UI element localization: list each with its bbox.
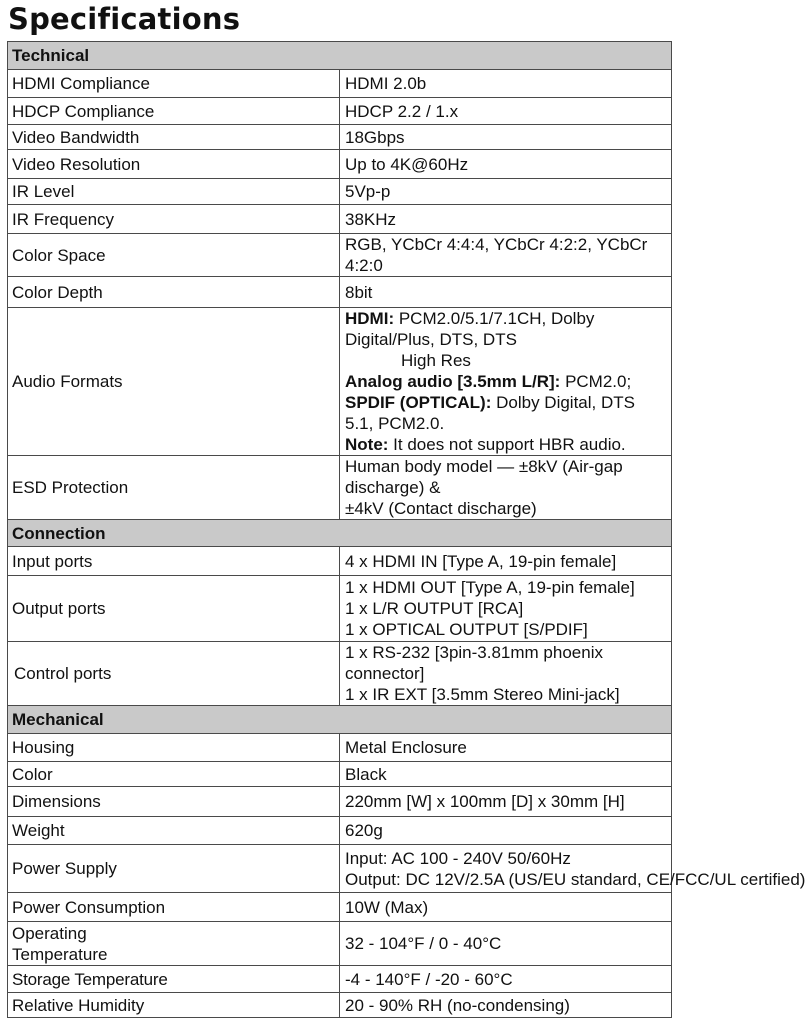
specifications-table — [7, 41, 805, 1018]
audio-format-label: HDMI: — [345, 309, 395, 328]
spec-value: RGB, YCbCr 4:4:4, YCbCr 4:2:2, YCbCr 4:2:0 — [340, 234, 672, 277]
spec-value: Up to 4K@60Hz — [340, 150, 672, 179]
spec-label: HDCP Compliance — [8, 98, 340, 125]
spec-value-line: 1 x RS-232 [3pin-3.81mm phoenix connector] — [345, 643, 603, 683]
spec-value-line: 1 x IR EXT [3.5mm Stereo Mini-jack] — [345, 685, 620, 704]
audio-format-hdmi — [345, 308, 666, 350]
page-title: Specifications — [8, 2, 241, 36]
audio-format-spdif — [345, 392, 666, 434]
spec-value-line: Input: AC 100 - 240V 50/60Hz — [345, 848, 571, 868]
spec-value-audio-formats — [340, 308, 672, 456]
section-header-technical — [8, 42, 672, 70]
section-title: Connection — [8, 520, 672, 547]
spec-row-operating-temperature — [8, 922, 672, 966]
spec-row-storage-temperature — [8, 966, 672, 993]
audio-format-hdmi-continued: High Res — [401, 351, 471, 370]
spec-label: Video Bandwidth — [8, 125, 340, 150]
spec-value-line: 1 x L/R OUTPUT [RCA] — [345, 599, 524, 618]
spec-row-control-ports — [8, 642, 672, 706]
spec-row-color-depth — [8, 277, 672, 308]
spec-label: Storage Temperature — [8, 966, 340, 993]
spec-value: 8bit — [340, 277, 672, 308]
spec-label: Output ports — [8, 576, 340, 642]
spec-value-line: Output: DC 12V/2.5A (US/EU standard, CE/FCC/UL certified) — [345, 869, 805, 889]
spec-label: Audio Formats — [8, 308, 340, 456]
spec-label: Color Depth — [8, 277, 340, 308]
spec-row-video-resolution — [8, 150, 672, 179]
spec-value: 10W (Max) — [340, 893, 672, 922]
spec-row-hdmi-compliance — [8, 70, 672, 98]
spec-label: Video Resolution — [8, 150, 340, 179]
spec-label: Housing — [8, 734, 340, 762]
spec-value: Metal Enclosure — [340, 734, 672, 762]
audio-format-label: SPDIF (OPTICAL): — [345, 393, 492, 412]
spec-value: HDMI 2.0b — [340, 70, 672, 98]
spec-label-line: Operating — [12, 923, 87, 943]
spec-row-power-consumption — [8, 893, 672, 922]
spec-value: 4 x HDMI IN [Type A, 19-pin female] — [340, 547, 672, 576]
audio-format-analog — [345, 371, 666, 392]
spec-value: 32 - 104°F / 0 - 40°C — [340, 922, 672, 966]
spec-value: 20 - 90% RH (no-condensing) — [340, 993, 672, 1018]
audio-format-label: Note: — [345, 435, 389, 454]
audio-format-value: PCM2.0; — [560, 372, 632, 391]
spec-label: Power Consumption — [8, 893, 340, 922]
spec-value-line: Human body model — ±8kV (Air-gap discharge) & — [345, 457, 623, 497]
spec-label: IR Frequency — [8, 205, 340, 234]
spec-value: 38KHz — [340, 205, 672, 234]
spec-value: 18Gbps — [340, 125, 672, 150]
spec-row-color-space — [8, 234, 672, 277]
audio-format-value: Dolby Digital, DTS 5.1, PCM2.0. — [345, 393, 635, 433]
spec-label: ESD Protection — [8, 456, 340, 520]
spec-value: 220mm [W] x 100mm [D] x 30mm [H] — [340, 787, 672, 817]
spec-label: HDMI Compliance — [8, 70, 340, 98]
spec-row-output-ports — [8, 576, 672, 642]
spec-value — [340, 456, 672, 520]
spec-row-relative-humidity — [8, 993, 672, 1018]
spec-value — [340, 845, 805, 893]
spec-row-housing — [8, 734, 672, 762]
section-title: Technical — [8, 42, 672, 70]
spec-label: Color — [8, 762, 340, 787]
spec-row-power-supply — [8, 845, 672, 893]
spec-row-esd-protection — [8, 456, 672, 520]
spec-label: Relative Humidity — [8, 993, 340, 1018]
spec-row-input-ports — [8, 547, 672, 576]
spec-value-line: ±4kV (Contact discharge) — [345, 499, 537, 518]
section-header-mechanical — [8, 706, 672, 734]
spec-value: 5Vp-p — [340, 179, 672, 205]
spec-label: IR Level — [8, 179, 340, 205]
spec-label: Weight — [8, 817, 340, 845]
spec-value: 620g — [340, 817, 672, 845]
spec-value: Black — [340, 762, 672, 787]
spec-label: Dimensions — [8, 787, 340, 817]
spec-row-audio-formats — [8, 308, 672, 456]
section-header-connection — [8, 520, 672, 547]
spec-row-dimensions — [8, 787, 672, 817]
audio-format-note — [345, 434, 666, 455]
spec-value-line: 1 x HDMI OUT [Type A, 19-pin female] — [345, 578, 635, 597]
spec-value — [340, 642, 672, 706]
spec-value — [340, 576, 672, 642]
spec-row-ir-frequency — [8, 205, 672, 234]
spec-label: Control ports — [8, 642, 340, 706]
spec-label: Input ports — [8, 547, 340, 576]
section-title: Mechanical — [8, 706, 672, 734]
spec-value-line: 1 x OPTICAL OUTPUT [S/PDIF] — [345, 620, 588, 639]
audio-format-value: PCM2.0/5.1/7.1CH, Dolby Digital/Plus, DTS, DTS — [345, 309, 595, 349]
spec-row-ir-level — [8, 179, 672, 205]
spec-label-line: Temperature — [12, 944, 108, 964]
audio-format-value: It does not support HBR audio. — [388, 435, 626, 454]
spec-value: HDCP 2.2 / 1.x — [340, 98, 672, 125]
audio-format-label: Analog audio [3.5mm L/R]: — [345, 372, 561, 391]
spec-value: -4 - 140°F / -20 - 60°C — [340, 966, 672, 993]
spec-row-weight — [8, 817, 672, 845]
spec-label — [8, 922, 340, 966]
spec-row-color — [8, 762, 672, 787]
spec-label: Power Supply — [8, 845, 340, 893]
spec-row-hdcp-compliance — [8, 98, 672, 125]
spec-label: Color Space — [8, 234, 340, 277]
spec-row-video-bandwidth — [8, 125, 672, 150]
